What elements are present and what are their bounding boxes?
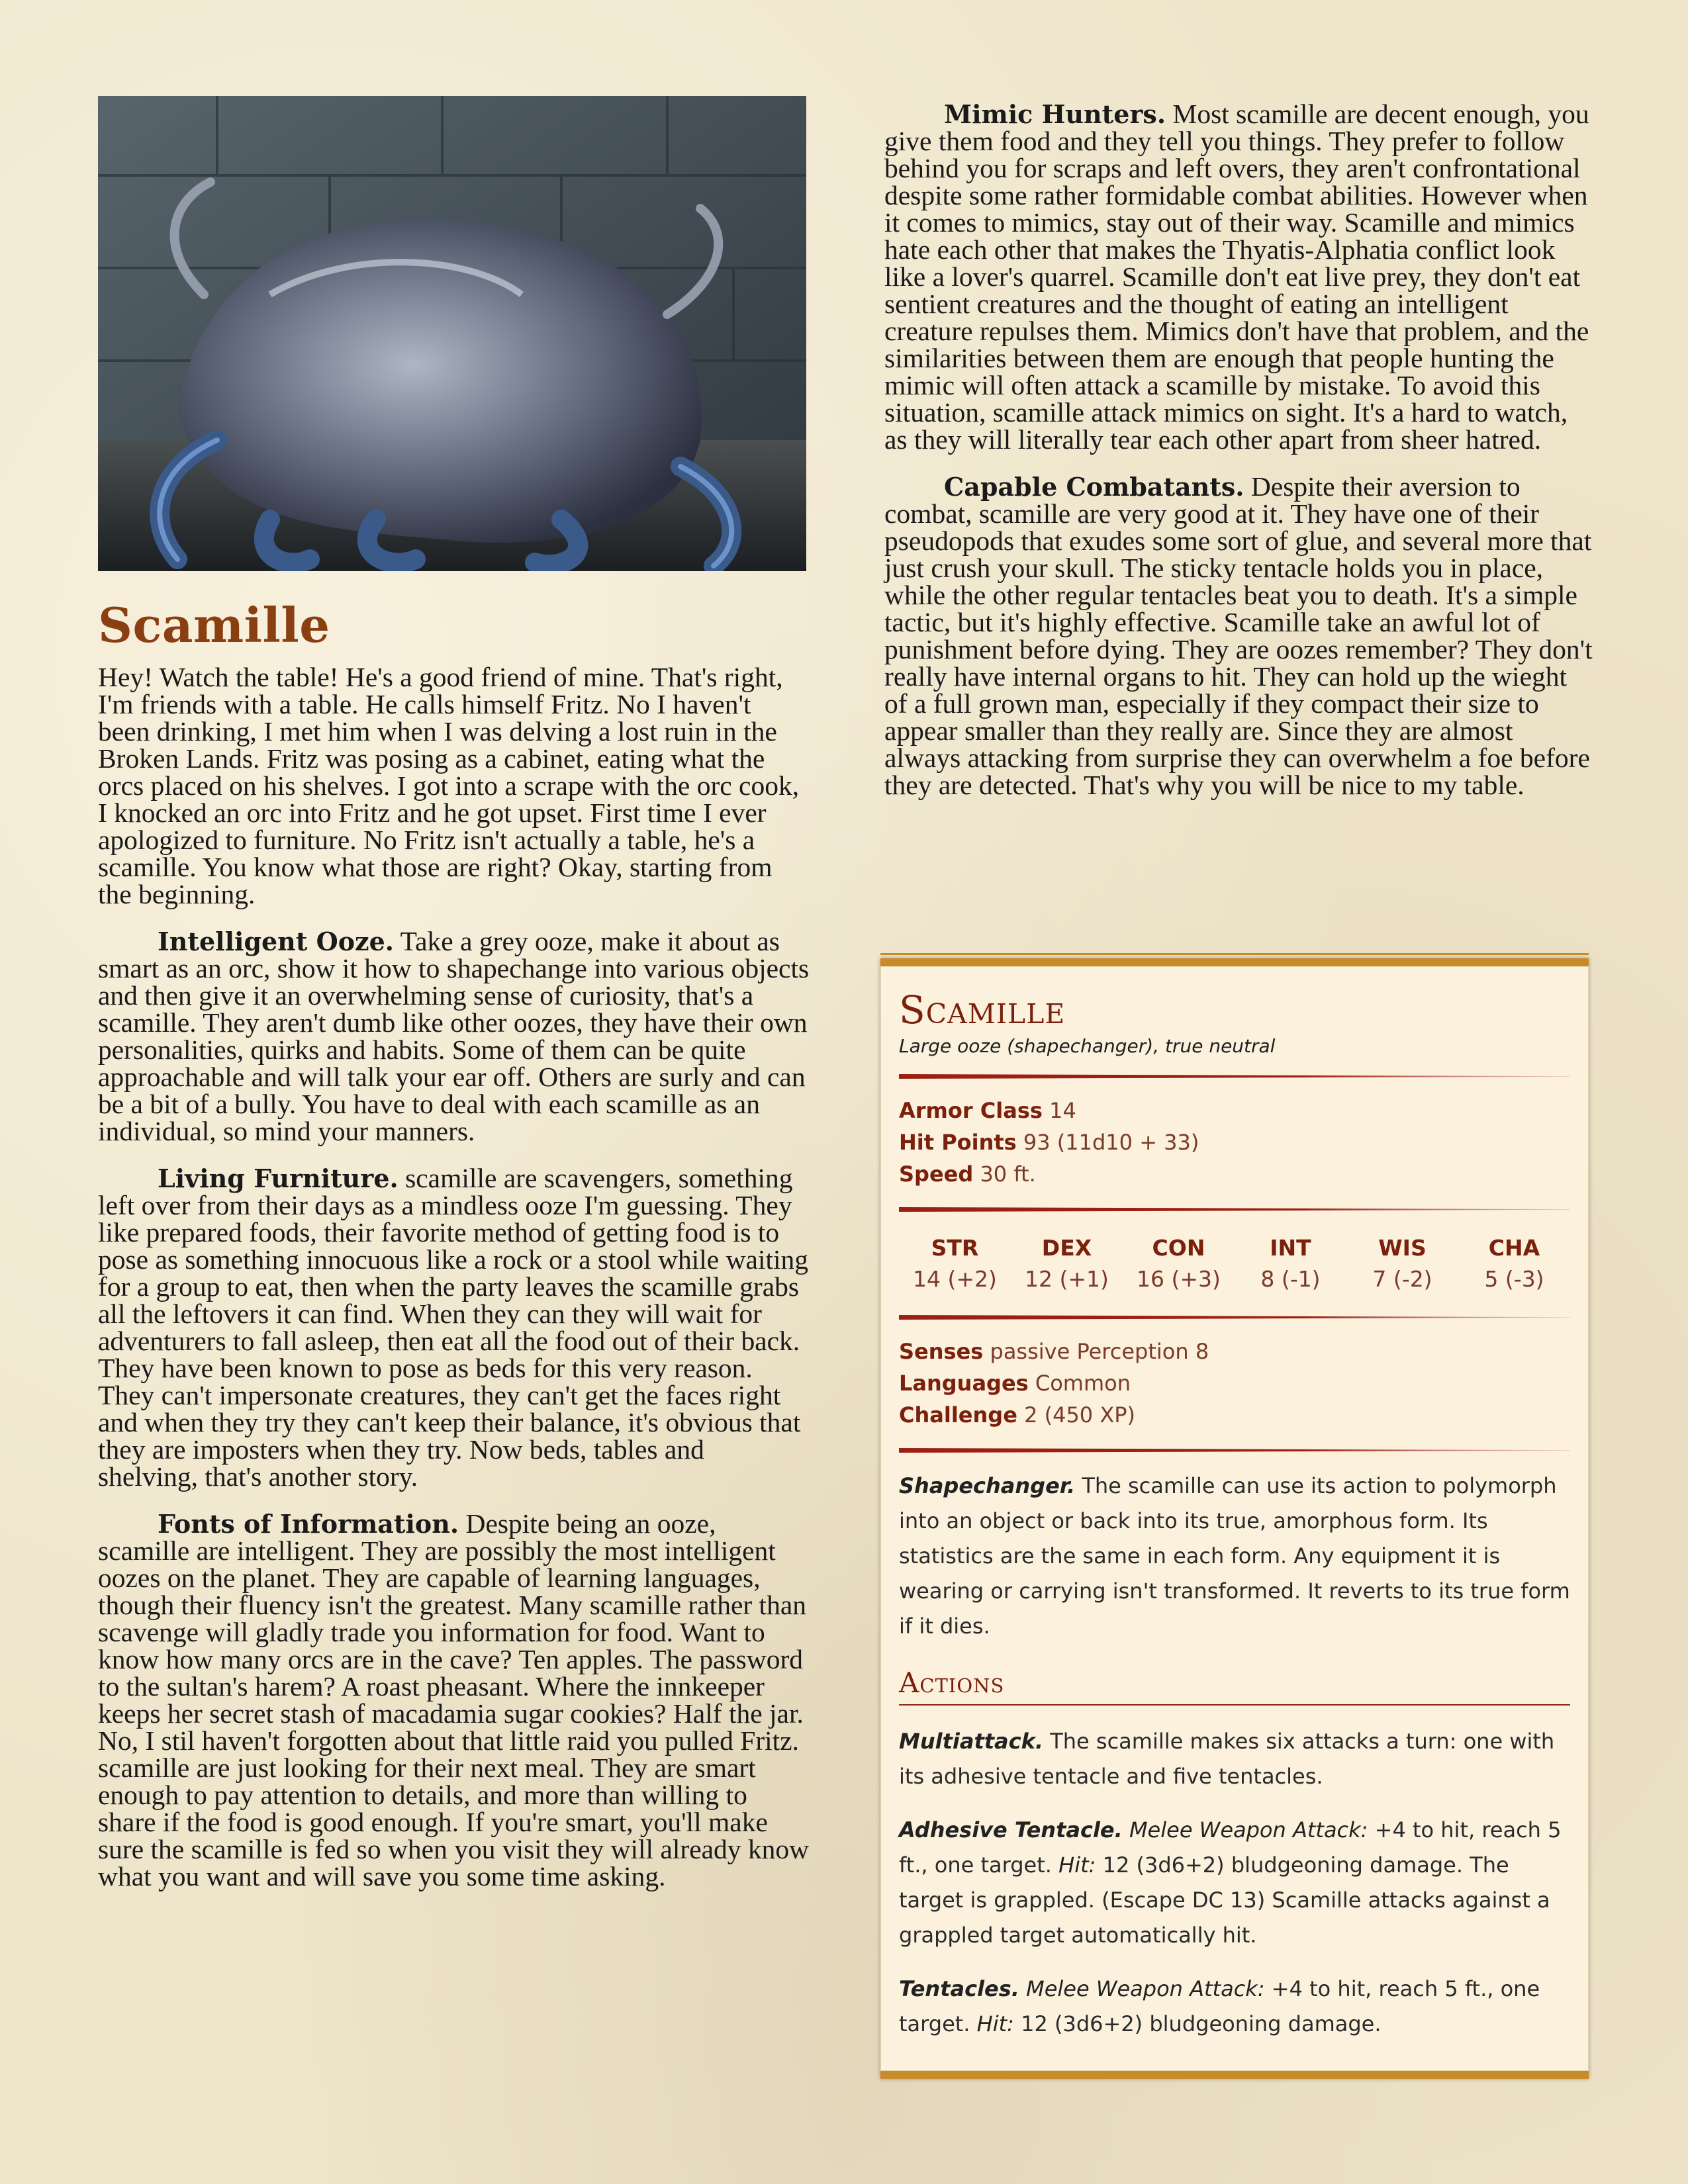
section-mimic-hunters [884, 101, 1596, 453]
ability-scores [899, 1228, 1570, 1298]
languages [899, 1367, 1570, 1399]
ability-name: STR [931, 1235, 979, 1261]
ability-score: 14 (+2) [913, 1266, 997, 1292]
attack-reach: +4 to hit, reach 5 ft., one target. [899, 1817, 1562, 1878]
action-text: 12 (3d6+2) bludgeoning damage. [1021, 2011, 1382, 2036]
armor-class [899, 1095, 1570, 1126]
stat-block-name: Scamille [899, 987, 1066, 1032]
trait-text: The scamille can use its action to polymorph into an object or back into its true, amorphous form. Its statistics are the same in each form. Any equipment it is wearing or carrying isn't transformed. It reverts to its true form if it dies. [899, 1473, 1570, 1639]
attack-type: Melee Weapon Attack: [1129, 1817, 1368, 1843]
challenge [899, 1399, 1570, 1431]
section-text: Take a grey ooze, make it about as smart as an orc, show it how to shapechange into various objects and then give it an overwhelming sense of curiosity, that's a scamille. They aren't dumb like other oozes, they have their own personalities, quirks and habits. Some of them can be quite approachable and will talk your ear off. Others are surly and can be a bit of a bully. You have to deal with each scamille as an individual, so mind your manners. [98, 926, 810, 1146]
section-text: Despite being an ooze, scamille are intelligent. They are possibly the most intelligent oozes on the planet. They are capable of learning languages, though their fluency isn't the greatest. Many scamille rather than scavenge will gladly trade you information for food. Want to know how many orcs are in the cave? Ten apples. The password to the sultan's harem? A roast pheasant. Where the innkeeper keeps her secret stash of macadamia sugar cookies? Half the jar. No, I stil haven't forgotten about that little raid you pulled Fritz. scamille are just looking for their next meal. They are smart enough to pay attention to details, and more than willing to share if the food is good enough. If you're smart, you'll make sure the scamille is fed so when you visit they will already know what you want and will save you some time asking. [98, 1508, 810, 1891]
senses [899, 1336, 1570, 1367]
left-column [98, 96, 810, 1910]
actions-heading: Actions [899, 1666, 1570, 1706]
stat-block [880, 958, 1589, 2079]
page-title: Scamille [98, 597, 330, 653]
hit-label: Hit: [1058, 1852, 1096, 1878]
action-text: 12 (3d6+2) bludgeoning damage. The target is grappled. (Escape DC 13) Scamille attacks against a grappled target automatically hit. [899, 1852, 1550, 1948]
action-tentacles [899, 1972, 1570, 2042]
section-lead: Mimic Hunters. [944, 99, 1166, 129]
challenge-label: Challenge [899, 1402, 1017, 1428]
trait-name: Shapechanger. [899, 1473, 1076, 1498]
senses-value: passive Perception 8 [990, 1339, 1209, 1364]
languages-label: Languages [899, 1371, 1029, 1396]
senses-label: Senses [899, 1339, 984, 1364]
ability-name: DEX [1041, 1235, 1092, 1261]
armor-class-value: 14 [1049, 1098, 1076, 1123]
section-lead: Capable Combatants. [944, 472, 1244, 502]
action-name: Tentacles. [899, 1976, 1019, 2001]
ability-score: 5 (-3) [1484, 1266, 1544, 1292]
section-lead: Intelligent Ooze. [158, 927, 395, 956]
ability-name: CHA [1488, 1235, 1540, 1261]
section-text: Despite their aversion to combat, scamille are very good at it. They have one of their pseudopods that exudes some sort of glue, and several more that just crush your skull. The sticky tentacle holds you in place, while the other regular tentacles beat you to death. It's a simple tactic, but it's highly effective. Scamille take an awful lot of punishment before dying. They are oozes remember? They don't really have internal organs to hit. They can hold up the wieght of a full grown man, especially if they compact their size to appear smaller than they really are. Since they are almost always attacking from surprise they can overwhelm a foe before they are detected. That's why you will be nice to my table. [884, 471, 1593, 800]
section-text: scamille are scavengers, something left over from their days as a mindless ooze I'm guessing. They like prepared foods, their favorite method of getting food is to pose as something innocuous like a rock or a stool while waiting for a group to eat, then when the party leaves the scamille grabs all the leftovers it can find. When they can they will wait for adventurers to fall asleep, then eat all the food out of their back. They have been known to pose as beds for this very reason. They can't impersonate creatures, they can't get the faces right and when they try they can't keep their balance, it's obvious that they are imposters when they try. Now beds, tables and shelving, that's another story. [98, 1163, 809, 1492]
challenge-value: 2 (450 XP) [1024, 1402, 1136, 1428]
speed [899, 1158, 1570, 1190]
ability-name: WIS [1378, 1235, 1427, 1261]
divider [899, 1315, 1570, 1320]
section-fonts-of-information [98, 1510, 810, 1890]
languages-value: Common [1035, 1371, 1131, 1396]
section-lead: Fonts of Information. [158, 1509, 459, 1539]
ability-int [1238, 1232, 1344, 1294]
section-lead: Living Furniture. [158, 1163, 399, 1193]
section-living-furniture [98, 1165, 810, 1490]
hit-label: Hit: [976, 2011, 1014, 2036]
ability-name: INT [1270, 1235, 1311, 1261]
action-name: Adhesive Tentacle. [899, 1817, 1123, 1843]
section-intelligent-ooze [98, 928, 810, 1145]
hit-points-label: Hit Points [899, 1130, 1017, 1155]
stat-block-subtitle: Large ooze (shapechanger), true neutral [899, 1035, 1276, 1057]
section-capable-combatants [884, 473, 1596, 799]
ability-cha [1462, 1232, 1568, 1294]
ability-dex [1014, 1232, 1120, 1294]
hit-points [899, 1126, 1570, 1158]
ability-con [1126, 1232, 1232, 1294]
action-adhesive-tentacle [899, 1813, 1570, 1953]
divider [899, 1448, 1570, 1453]
speed-label: Speed [899, 1161, 974, 1187]
ooze-illustration [98, 96, 806, 571]
speed-value: 30 ft. [980, 1161, 1036, 1187]
trait-shapechanger [899, 1469, 1570, 1644]
divider [899, 1074, 1570, 1079]
ability-score: 12 (+1) [1025, 1266, 1109, 1292]
ability-score: 8 (-1) [1260, 1266, 1321, 1292]
action-multiattack [899, 1724, 1570, 1794]
intro-paragraph: Hey! Watch the table! He's a good friend of mine. That's right, I'm friends with a table. He calls himself Fritz. No I haven't been drinking, I met him when I was delving a lost ruin in the Broken Lands. Fritz was posing as a cabinet, eating what the orcs placed on his shelves. I got into a scrape with the orc cook, I knocked an orc into Fritz and he got upset. First time I ever apologized to furniture. No Fritz isn't actually a table, he's a scamille. You know what those are right? Okay, starting from the beginning. [98, 662, 800, 909]
ability-score: 7 (-2) [1372, 1266, 1432, 1292]
hit-points-value: 93 (11d10 + 33) [1023, 1130, 1199, 1155]
divider [899, 1207, 1570, 1212]
ooze-illustration-graphic [98, 96, 806, 571]
ability-str [902, 1232, 1008, 1294]
attack-type: Melee Weapon Attack: [1026, 1976, 1265, 2001]
attack-reach: +4 to hit, reach 5 ft., one target. [899, 1976, 1540, 2036]
ability-wis [1350, 1232, 1456, 1294]
section-text: Most scamille are decent enough, you give them food and they tell you things. They prefer to follow behind you for scraps and left overs, they aren't confrontational despite some rather formidable combat abilities. However when it comes to mimics, stay out of their way. Scamille and mimics hate each other that makes the Thyatis-Alphatia conflict look like a lover's quarrel. Scamille don't eat live prey, they don't eat sentient creatures and the thought of eating an intelligent creature repulses them. Mimics don't have that problem, and the similarities between them are enough that people hunting the mimic will often attack a scamille by mistake. To avoid this situation, scamille attack mimics on sight. It's a hard to watch, as they will literally tear each other apart from sheer hatred. [884, 99, 1589, 455]
action-name: Multiattack. [899, 1729, 1044, 1754]
armor-class-label: Armor Class [899, 1098, 1043, 1123]
action-text: The scamille makes six attacks a turn: one with its adhesive tentacle and five tentacles. [899, 1729, 1555, 1789]
right-column [884, 101, 1596, 819]
ability-name: CON [1152, 1235, 1205, 1261]
ability-score: 16 (+3) [1137, 1266, 1221, 1292]
